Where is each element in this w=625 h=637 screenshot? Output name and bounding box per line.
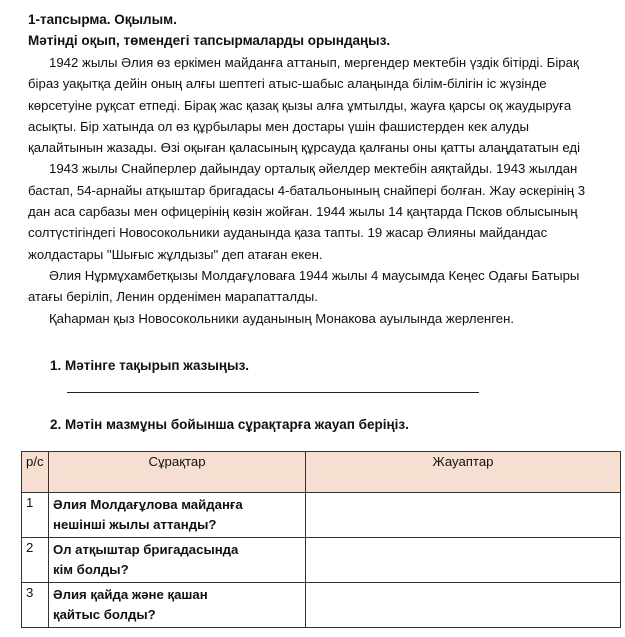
- header-answers: Жауаптар: [306, 452, 621, 493]
- question-cell: [49, 493, 306, 538]
- text-line: 1943 жылы Снайперлер дайындау орталық әйелдер мектебін аяқтайды. 1943 жылдан: [49, 161, 578, 177]
- table-header-row: [22, 452, 621, 493]
- row-number: 3: [22, 583, 49, 628]
- text-line: Қаһарман қыз Новосокольники ауданының Монакова ауылында жерленген.: [49, 310, 515, 326]
- instruction: Мәтінді оқып, төмендегі тапсырмаларды орындаңыз.: [28, 33, 391, 48]
- reading-text: [28, 52, 625, 329]
- text-line: асықты. Бір хатында ол өз құрбылары мен достары үшін фашистерден кек алуды: [28, 118, 529, 134]
- text-line: бастап, 54-арнайы атқыштар бригадасы 4-батальонының снайпері болған. Жау әскерінің 3: [28, 182, 586, 198]
- table-row: [22, 583, 621, 628]
- task1-label: 1. Мәтінге тақырып жазыңыз.: [50, 358, 250, 373]
- text-line: көрсетуіне рұқсат етпеді. Бірақ жас қазақ қызы алға ұмтылды, жауға қарсы оқ жаудыруға: [28, 97, 572, 113]
- table-row: [22, 538, 621, 583]
- text-line: қалайтынын жазады. Өзі оқыған қаласының құрсауда қалғаны оны қатты алаңдататын еді: [28, 140, 581, 156]
- question-line: Әлия қайда және қашан: [53, 587, 208, 602]
- question-line: кім болды?: [53, 562, 129, 577]
- title-answer-line[interactable]: [67, 391, 479, 393]
- answer-cell[interactable]: [306, 538, 621, 583]
- answer-cell[interactable]: [306, 583, 621, 628]
- question-line: қайтыс болды?: [53, 607, 156, 622]
- table-row: [22, 493, 621, 538]
- question-line: Ол атқыштар бригадасында: [53, 542, 239, 557]
- text-line: дан аса сарбазы мен офицерінің көзін жойған. 1944 жылы 14 қаңтарда Псков облысының: [28, 204, 578, 220]
- text-line: Әлия Нұрмұхамбетқызы Молдағұловаға 1944 жылы 4 маусымда Кеңес Одағы Батыры: [49, 267, 580, 283]
- task-title: 1-тапсырма. Оқылым.: [28, 12, 177, 27]
- text-line: атағы беріліп, Ленин орденімен марапатталды.: [28, 289, 318, 305]
- header-questions: Сұрақтар: [49, 452, 306, 493]
- question-line: Әлия Молдағұлова майданға: [53, 497, 243, 512]
- task2-label: 2. Мәтін мазмұны бойынша сұрақтарға жауап беріңіз.: [50, 417, 409, 432]
- header-num: р/с: [22, 452, 49, 493]
- question-line: нешінші жылы аттанды?: [53, 517, 217, 532]
- text-line: 1942 жылы Әлия өз еркімен майданға аттанып, мергендер мектебін үздік бітірді. Бірақ: [49, 55, 579, 70]
- row-number: 1: [22, 493, 49, 538]
- question-cell: [49, 538, 306, 583]
- text-line: біраз уақытқа дейін оның алғы шептегі атыс-шабыс алаңында білім-білігін іс жүзінде: [28, 76, 547, 92]
- row-number: 2: [22, 538, 49, 583]
- question-cell: [49, 583, 306, 628]
- text-line: жолдастары "Шығыс жұлдызы" деп атаған екен.: [28, 246, 323, 262]
- text-line: солтүстігіндегі Новосокольники ауданында қаза тапты. 19 жасар Әлияны майдандас: [28, 225, 548, 241]
- answer-cell[interactable]: [306, 493, 621, 538]
- questions-table: [21, 451, 621, 628]
